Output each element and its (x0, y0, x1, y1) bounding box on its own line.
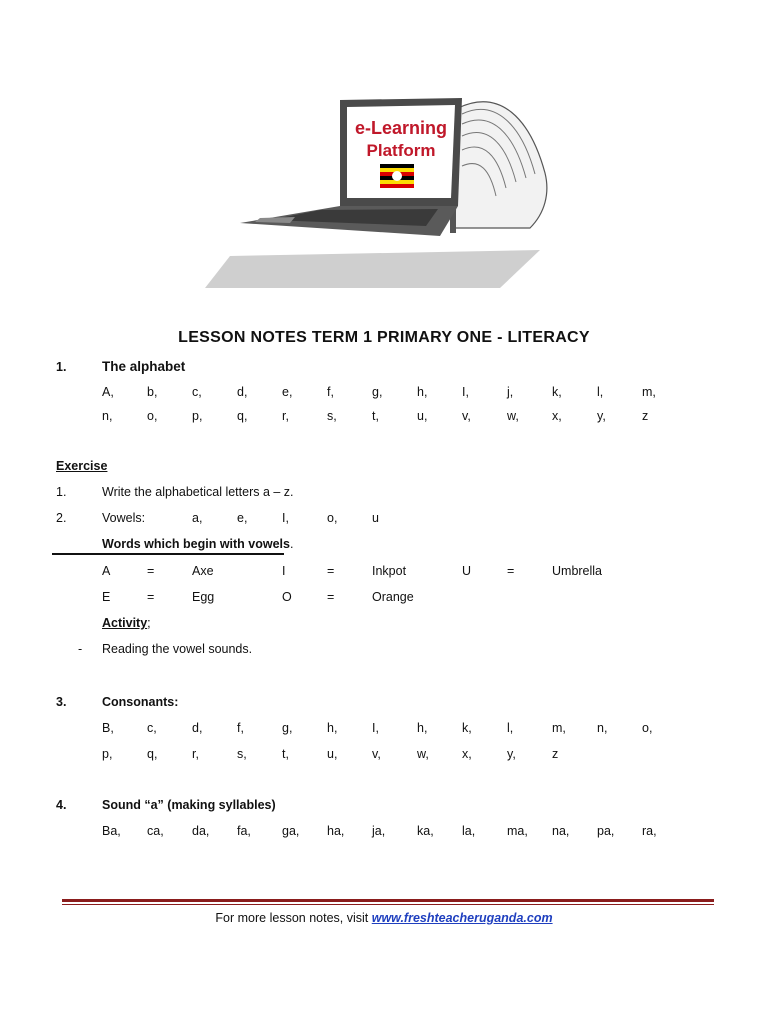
footer (0, 911, 768, 925)
alphabet-letter: q, (237, 409, 248, 423)
consonant-letter: r, (192, 747, 199, 761)
activity-label: Activity (102, 616, 148, 630)
exercise-item2-number: 2. (56, 511, 67, 525)
logo-line1: e-Learning (354, 118, 448, 138)
footer-rule-thick (62, 899, 714, 902)
footer-link[interactable]: www.freshteacheruganda.com (371, 911, 553, 925)
vowel-letter: o, (327, 511, 338, 525)
alphabet-letter: b, (147, 385, 158, 399)
vowel-word-cell: = (147, 590, 155, 604)
syllable: ha, (327, 824, 345, 838)
consonant-letter: g, (282, 721, 293, 735)
exercise-item1-text: Write the alphabetical letters a – z. (102, 485, 294, 499)
alphabet-letter: p, (192, 409, 203, 423)
alphabet-letter: x, (552, 409, 562, 423)
footer-rule-thin (62, 904, 714, 905)
consonant-letter: c, (147, 721, 157, 735)
consonant-letter: p, (102, 747, 113, 761)
words-heading-underline (52, 553, 284, 555)
alphabet-letter: l, (597, 385, 604, 399)
exercise-heading: Exercise (56, 459, 108, 473)
alphabet-letter: w, (507, 409, 519, 423)
vowel-letter: u (372, 511, 379, 525)
consonant-letter: h, (417, 721, 428, 735)
alphabet-letter: j, (507, 385, 514, 399)
syllable: fa, (237, 824, 251, 838)
vowel-word-cell: = (327, 564, 335, 578)
vowel-letter: I, (282, 511, 289, 525)
consonant-letter: l, (507, 721, 514, 735)
syllable: ra, (642, 824, 657, 838)
syllable: ka, (417, 824, 434, 838)
alphabet-letter: u, (417, 409, 428, 423)
syllable: ca, (147, 824, 164, 838)
vowel-word-cell: Inkpot (372, 564, 407, 578)
alphabet-letter: h, (417, 385, 428, 399)
vowel-word-cell: O (282, 590, 292, 604)
vowel-letter: e, (237, 511, 248, 525)
e-learning-platform-logo (200, 78, 560, 298)
alphabet-letter: z (642, 409, 649, 423)
words-heading (102, 537, 293, 551)
consonant-letter: h, (327, 721, 338, 735)
syllable: ja, (372, 824, 386, 838)
consonant-letter: f, (237, 721, 244, 735)
section4-number: 4. (56, 798, 67, 812)
alphabet-letter: I, (462, 385, 469, 399)
vowel-word-cell: = (507, 564, 515, 578)
alphabet-letter: n, (102, 409, 113, 423)
consonant-letter: m, (552, 721, 566, 735)
consonant-letter: y, (507, 747, 516, 761)
syllable: na, (552, 824, 570, 838)
consonant-letter: u, (327, 747, 338, 761)
vowel-word-cell: = (147, 564, 155, 578)
consonant-letter: n, (597, 721, 608, 735)
words-heading-period: . (289, 537, 294, 551)
activity-suffix: ; (147, 616, 151, 630)
alphabet-letter: r, (282, 409, 289, 423)
activity-dash: - (78, 642, 83, 656)
alphabet-letter: m, (642, 385, 656, 399)
vowel-word-cell: U (462, 564, 472, 578)
alphabet-letter: c, (192, 385, 202, 399)
vowel-word-cell: A (102, 564, 111, 578)
vowel-letter: a, (192, 511, 203, 525)
alphabet-letter: y, (597, 409, 606, 423)
alphabet-letter: s, (327, 409, 337, 423)
consonant-letter: x, (462, 747, 472, 761)
consonant-letter: d, (192, 721, 203, 735)
consonant-letter: s, (237, 747, 247, 761)
words-heading-text: Words which begin with vowels (102, 537, 290, 551)
section3-number: 3. (56, 695, 67, 709)
footer-prefix: For more lesson notes, visit (215, 911, 372, 925)
alphabet-letter: g, (372, 385, 383, 399)
vowel-word-cell: E (102, 590, 111, 604)
consonant-letter: q, (147, 747, 158, 761)
vowel-word-cell: = (327, 590, 335, 604)
consonant-letter: w, (417, 747, 429, 761)
consonant-letter: k, (462, 721, 472, 735)
section1-number: 1. (56, 360, 67, 374)
document-title: LESSON NOTES TERM 1 PRIMARY ONE - LITERACY (178, 329, 590, 346)
activity-item: Reading the vowel sounds. (102, 642, 253, 656)
alphabet-letter: v, (462, 409, 471, 423)
vowel-word-cell: Umbrella (552, 564, 603, 578)
activity-heading (102, 616, 151, 630)
alphabet-letter: e, (282, 385, 293, 399)
vowel-word-cell: I (282, 564, 286, 578)
vowel-word-cell: Axe (192, 564, 214, 578)
syllable: pa, (597, 824, 615, 838)
section1-heading: The alphabet (102, 359, 186, 374)
consonant-letter: B, (102, 721, 114, 735)
consonant-letter: I, (372, 721, 379, 735)
consonant-letter: z (552, 747, 559, 761)
section4-heading: Sound “a” (making syllables) (102, 798, 276, 812)
vowel-word-cell: Egg (192, 590, 215, 604)
alphabet-letter: t, (372, 409, 379, 423)
syllable: la, (462, 824, 476, 838)
vowel-word-cell: Orange (372, 590, 414, 604)
exercise-item1-number: 1. (56, 485, 67, 499)
logo-line2: Platform (366, 141, 436, 160)
consonant-letter: v, (372, 747, 381, 761)
alphabet-letter: f, (327, 385, 334, 399)
section3-heading: Consonants: (102, 695, 179, 709)
syllable: da, (192, 824, 210, 838)
consonant-letter: t, (282, 747, 289, 761)
alphabet-letter: o, (147, 409, 158, 423)
syllable: Ba, (102, 824, 121, 838)
uganda-flag-icon (380, 164, 414, 188)
vowels-label: Vowels: (102, 511, 146, 525)
syllable: ma, (507, 824, 528, 838)
alphabet-letter: k, (552, 385, 562, 399)
consonant-letter: o, (642, 721, 653, 735)
alphabet-letter: d, (237, 385, 248, 399)
alphabet-letter: A, (102, 385, 114, 399)
syllable: ga, (282, 824, 300, 838)
